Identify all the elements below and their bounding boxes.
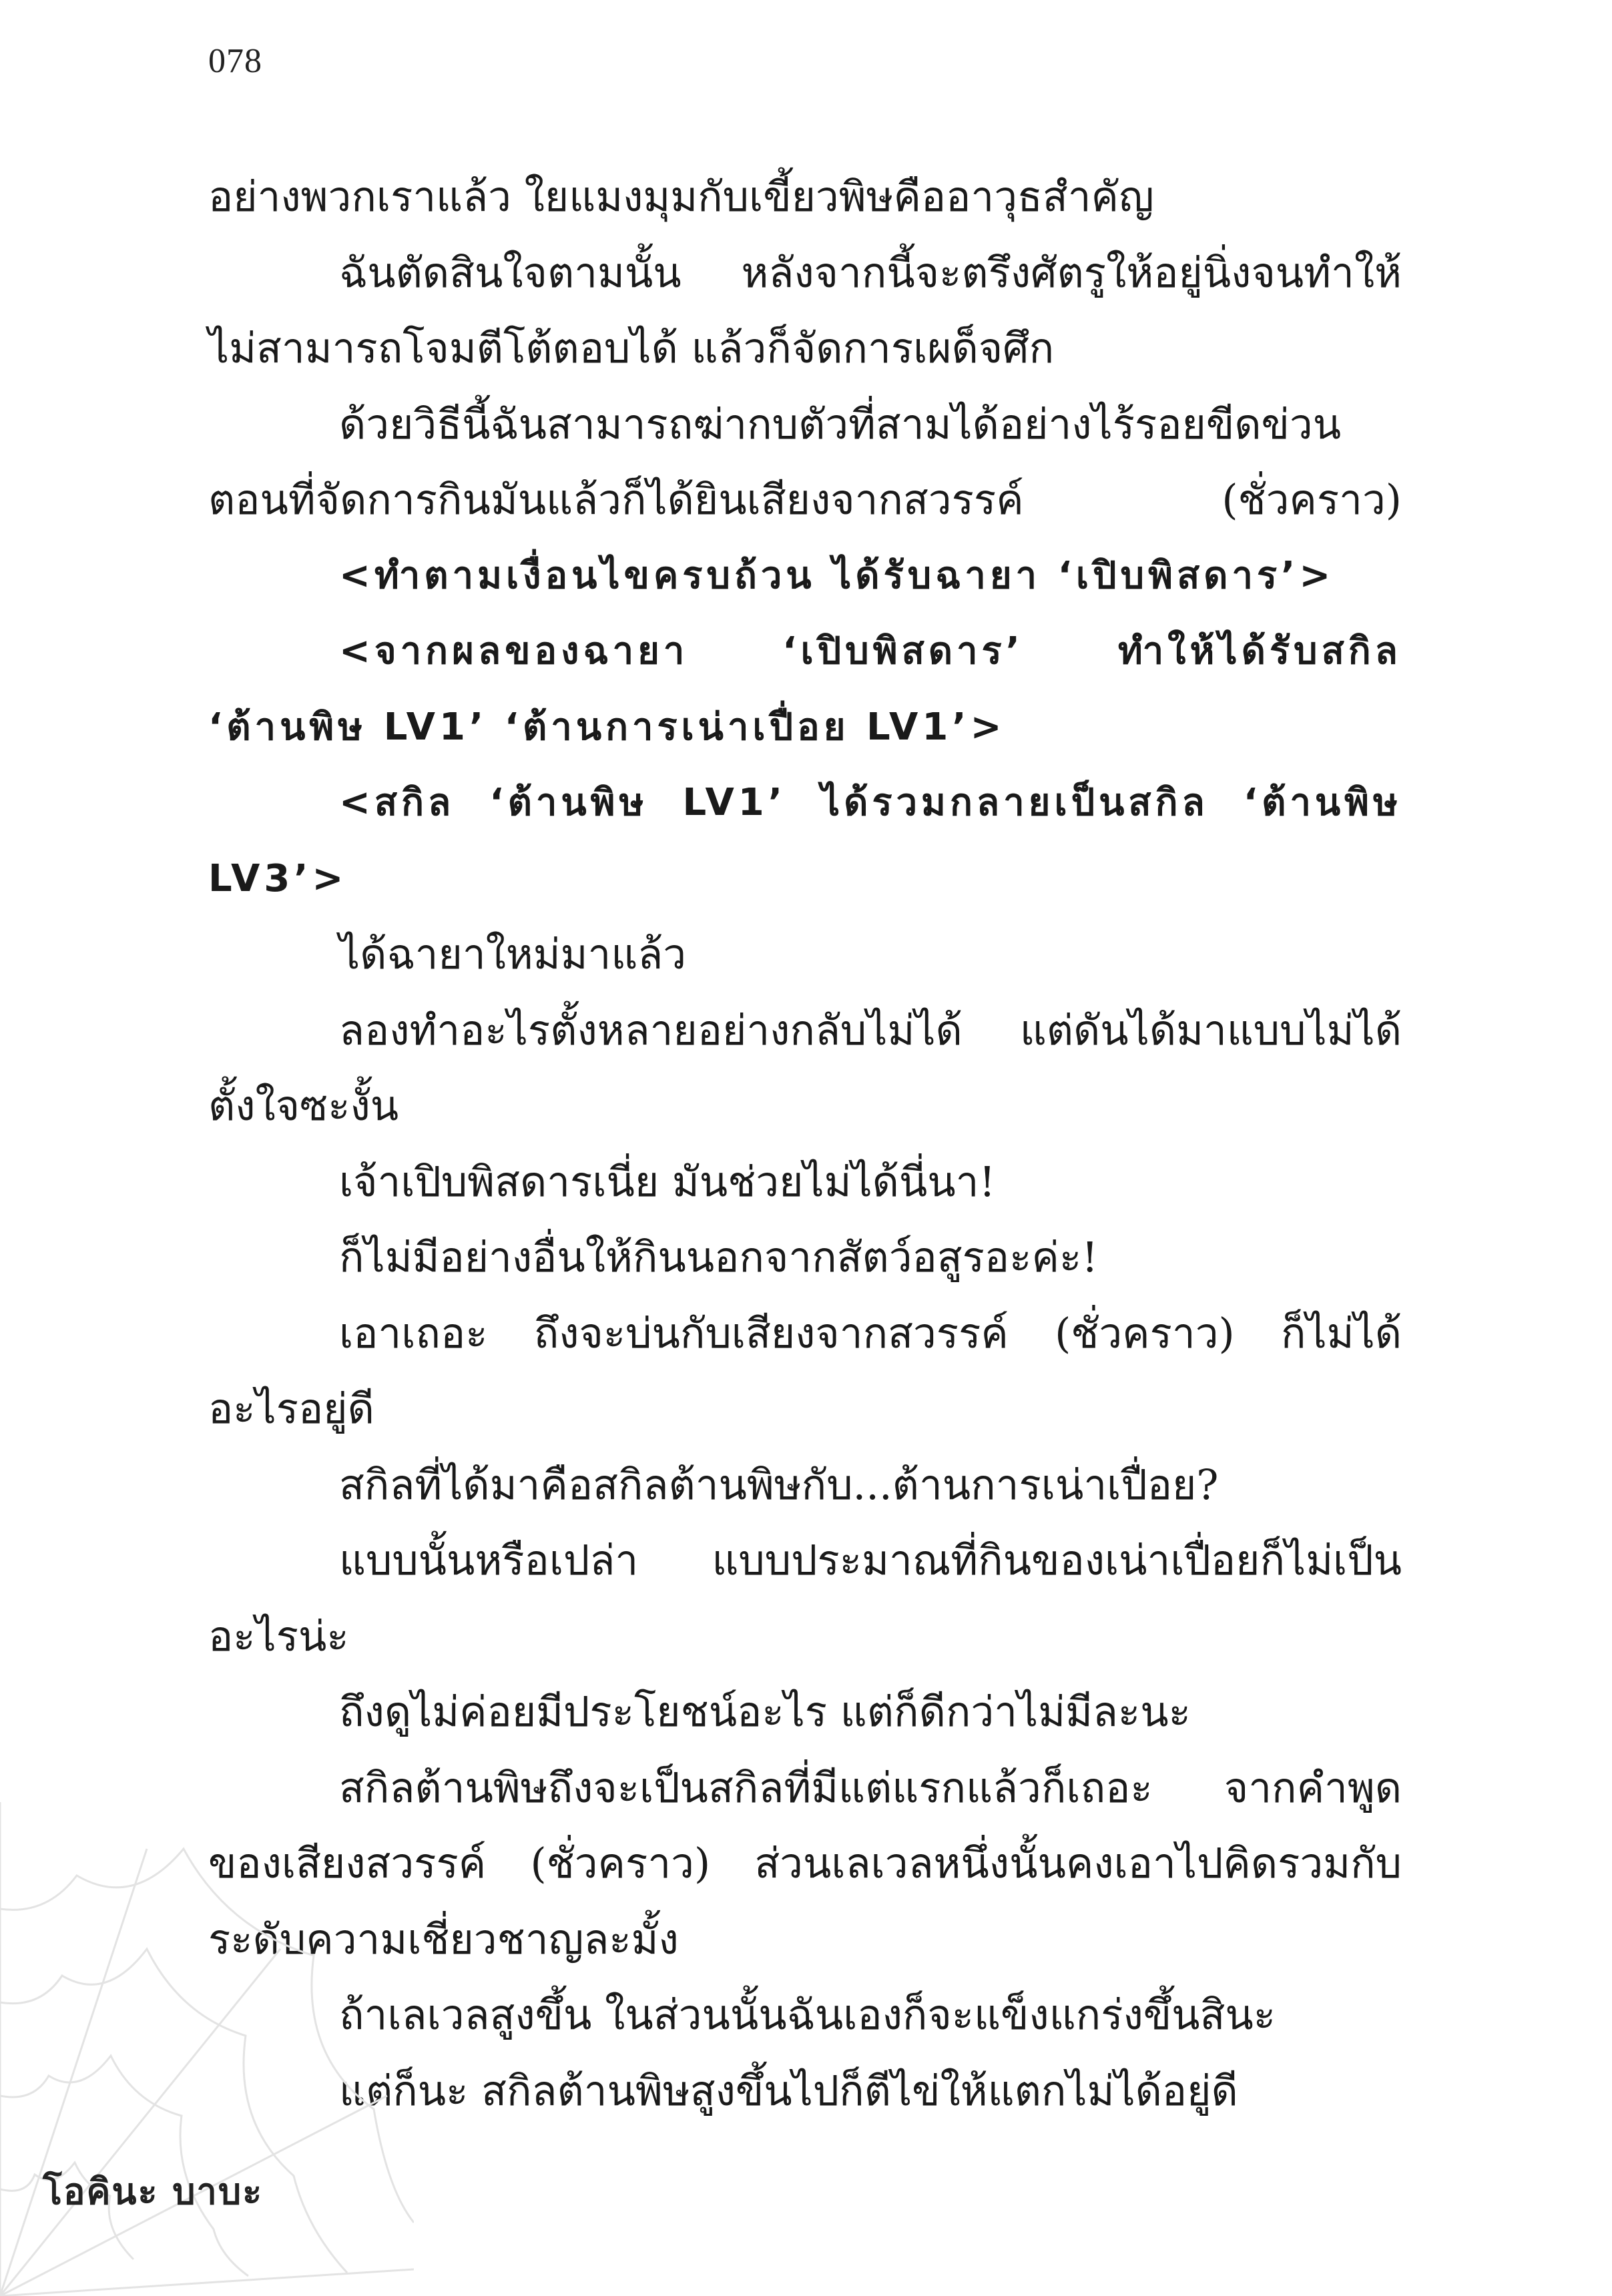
text-line: ถ้าเลเวลสูงขึ้น ในส่วนนั้นฉันเองก็จะแข็งแกร่งขึ้นสินะ [339, 1990, 1276, 2039]
text-line: ลองทำอะไรตั้งหลายอย่างกลับไม่ได้ แต่ดันได้มาแบบไม่ได้ [339, 1005, 1402, 1055]
text-line: ด้วยวิธีนี้ฉันสามารถฆ่ากบตัวที่สามได้อย่างไร้รอยขีดข่วน [339, 399, 1342, 449]
text-line: ได้ฉายาใหม่มาแล้ว [339, 930, 687, 978]
system-message-line: LV3’> [208, 856, 348, 900]
text-line: ถึงดูไม่ค่อยมีประโยชน์อะไร แต่ก็ดีกว่าไม่มีละนะ [339, 1687, 1191, 1736]
system-message-line: ‘ต้านพิษ LV1’ ‘ต้านการเน่าเปื่อย LV1’> [208, 705, 1006, 749]
text-line: สกิลต้านพิษถึงจะเป็นสกิลที่มีแต่แรกแล้วก็เถอะ จากคำพูด [339, 1763, 1402, 1812]
system-message-line: <สกิล ‘ต้านพิษ LV1’ ได้รวมกลายเป็นสกิล ‘ต้านพิษ [339, 781, 1402, 824]
book-author-footer: โอคินะ บาบะ [43, 2171, 264, 2213]
text-line: เจ้าเปิบพิสดารเนี่ย มันช่วยไม่ได้นี่นา! [339, 1157, 996, 1206]
text-line: ก็ไม่มีอย่างอื่นให้กินนอกจากสัตว์อสูรอะค่ะ! [339, 1233, 1099, 1281]
text-line: อะไรอยู่ดี [208, 1384, 374, 1433]
text-line: สกิลที่ได้มาคือสกิลต้านพิษกับ...ต้านการเน่าเปื่อย? [339, 1460, 1219, 1509]
text-line: ฉันตัดสินใจตามนั้น หลังจากนี้จะตรึงศัตรูให้อยู่นิ่งจนทำให้ [339, 248, 1402, 297]
page-number: 078 [208, 42, 262, 80]
text-line: ไม่สามารถโจมตีโต้ตอบได้ แล้วก็จัดการเผด็จศึก [208, 324, 1055, 372]
text-line: แต่ก็นะ สกิลต้านพิษสูงขึ้นไปก็ตีไข่ให้แตกไม่ได้อยู่ดี [339, 2066, 1238, 2115]
text-line: ตอนที่จัดการกินมันแล้วก็ได้ยินเสียงจากสวรรค์ (ชั่วคราว) [208, 475, 1402, 524]
system-message-line: <จากผลของฉายา ‘เปิบพิสดาร’ ทำให้ได้รับสกิล [339, 629, 1402, 673]
text-line: เอาเถอะ ถึงจะบ่นกับเสียงจากสวรรค์ (ชั่วคราว) ก็ไม่ได้ [339, 1308, 1402, 1358]
text-line: อย่างพวกเราแล้ว ใยแมงมุมกับเขี้ยวพิษคืออาวุธสำคัญ [208, 172, 1154, 221]
text-line: แบบนั้นหรือเปล่า แบบประมาณที่กินของเน่าเปื่อยก็ไม่เป็น [339, 1536, 1402, 1585]
text-line: ระดับความเชี่ยวชาญละมั้ง [208, 1914, 679, 1964]
system-message-line: <ทำตามเงื่อนไขครบถ้วน ได้รับฉายา ‘เปิบพิสดาร’> [339, 553, 1335, 597]
text-line: อะไรน่ะ [208, 1611, 349, 1661]
text-line: ตั้งใจซะงั้น [208, 1081, 399, 1130]
text-line: ของเสียงสวรรค์ (ชั่วคราว) ส่วนเลเวลหนึ่งนั้นคงเอาไปคิดรวมกับ [208, 1839, 1402, 1888]
